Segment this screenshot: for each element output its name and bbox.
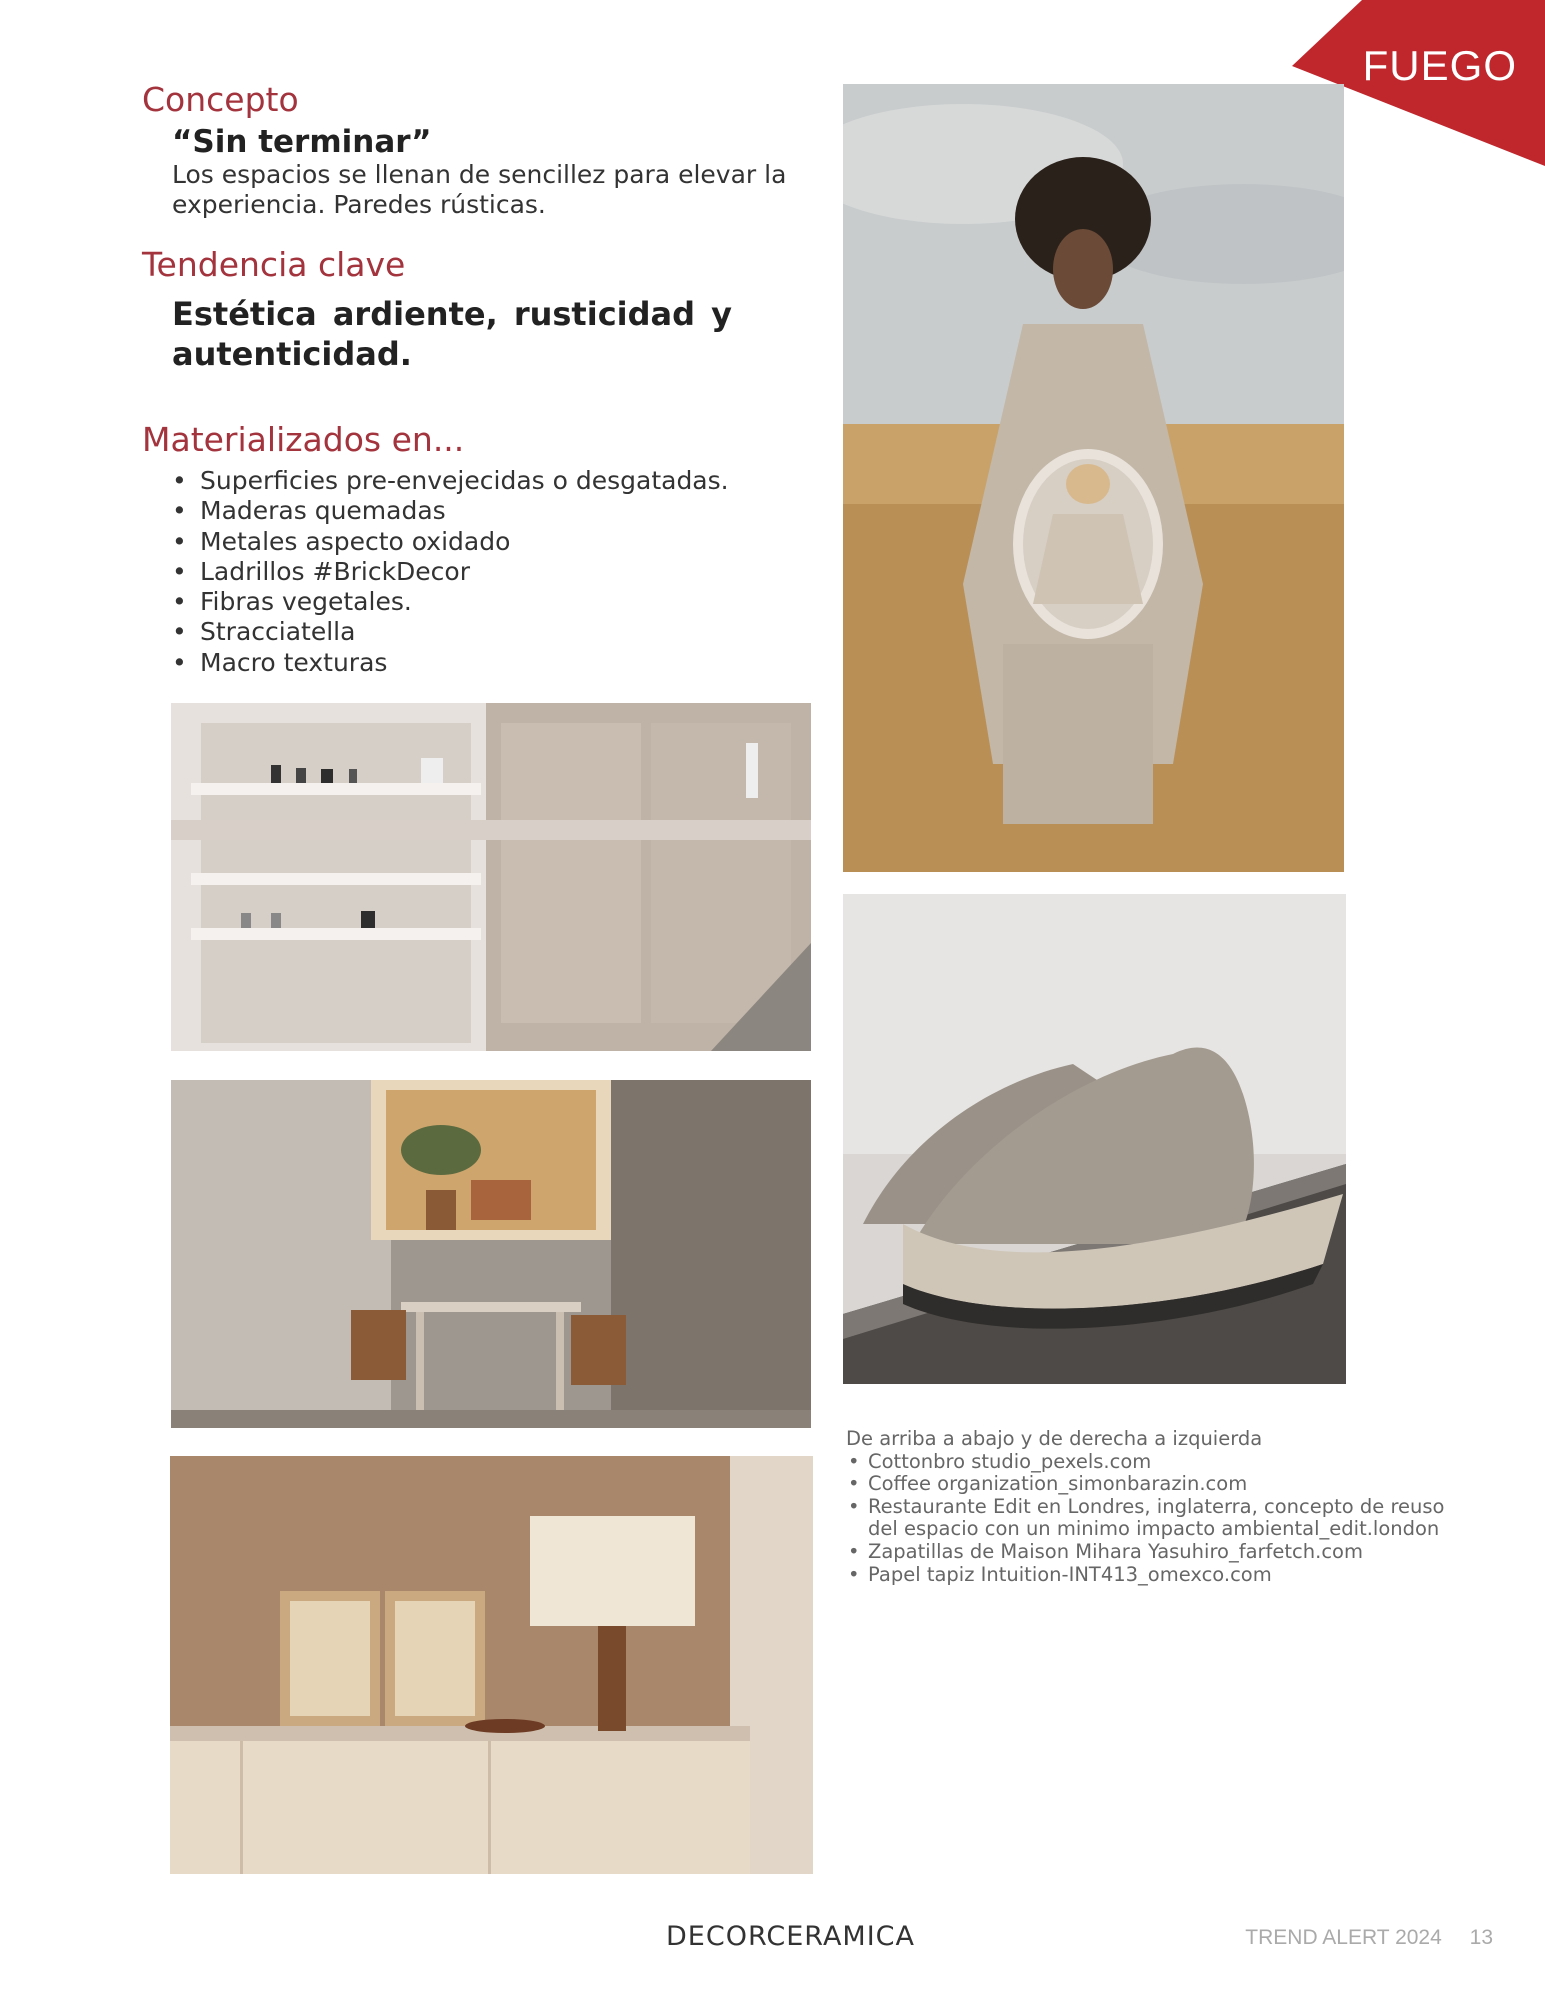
materiales-list: [172, 466, 729, 678]
materiales-heading: Materializados en...: [142, 420, 465, 459]
brand-logo: DECORCERAMICA: [666, 1921, 915, 1952]
concepto-heading: Concepto: [142, 80, 299, 119]
list-item: • Metales aspecto oxidado: [172, 527, 729, 557]
list-item: • Superficies pre-envejecidas o desgatadas.: [172, 466, 729, 496]
list-item: • Stracciatella: [172, 617, 729, 647]
photo-wallpaper-lamp: [170, 1456, 813, 1874]
footer-info: [1223, 1926, 1493, 1950]
list-item: • Maderas quemadas: [172, 496, 729, 526]
tag-label: FUEGO: [1362, 42, 1517, 89]
list-item: • Papel tapiz Intuition-INT413_omexco.com: [846, 1564, 1476, 1587]
list-item: • Restaurante Edit en Londres, inglaterra, concepto de reuso del espacio con un minimo impacto ambiental_edit.london: [846, 1496, 1476, 1541]
tendencia-text: Estética ardiente, rusticidad y autenticidad.: [172, 295, 732, 373]
list-item: • Zapatillas de Maison Mihara Yasuhiro_farfetch.com: [846, 1541, 1476, 1564]
tendencia-heading: Tendencia clave: [142, 245, 406, 284]
photo-sneakers: [843, 894, 1346, 1384]
list-item: • Fibras vegetales.: [172, 587, 729, 617]
concepto-text: Los espacios se llenan de sencillez para elevar la experiencia. Paredes rústicas.: [172, 160, 787, 219]
list-item: • Coffee organization_simonbarazin.com: [846, 1473, 1476, 1496]
photo-man-mirror-field: [843, 84, 1344, 872]
photo-coffee-shelves: [171, 703, 811, 1051]
list-item: • Ladrillos #BrickDecor: [172, 557, 729, 587]
credits-intro: De arriba a abajo y de derecha a izquierda: [846, 1427, 1263, 1450]
publication-title: TREND ALERT 2024: [1245, 1926, 1442, 1949]
page-number: 13: [1469, 1926, 1493, 1949]
credits-list: [846, 1451, 1476, 1587]
photo-credits: [846, 1428, 1476, 1586]
list-item: • Macro texturas: [172, 648, 729, 678]
concepto-quote: “Sin terminar”: [172, 124, 432, 160]
list-item: • Cottonbro studio_pexels.com: [846, 1451, 1476, 1474]
photo-restaurant-brick: [171, 1080, 811, 1428]
